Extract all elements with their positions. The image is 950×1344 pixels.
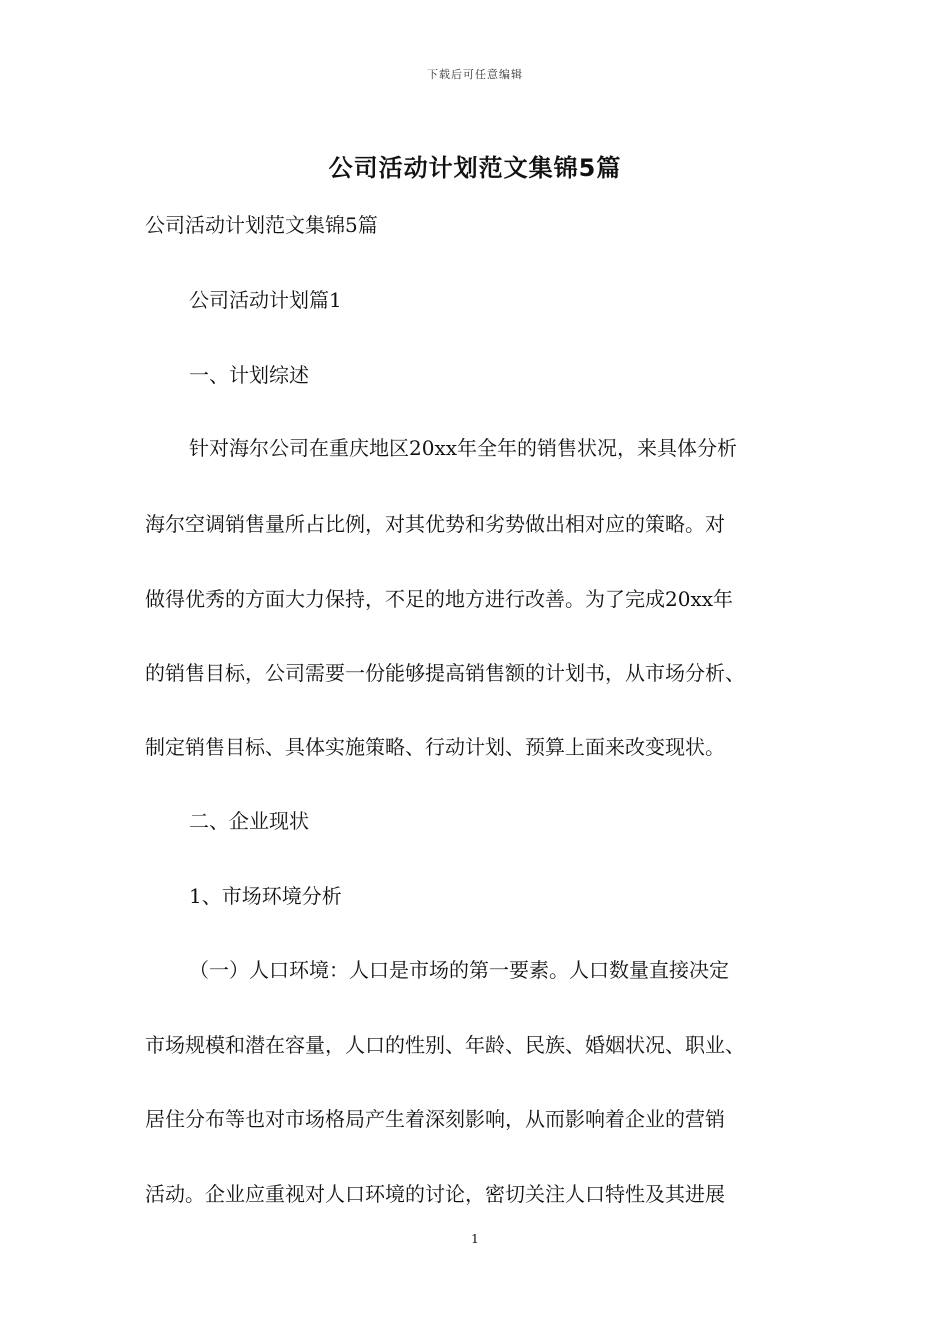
document-subtitle: 公司活动计划范文集锦5篇	[145, 213, 378, 237]
page-number: 1	[471, 1232, 479, 1246]
heading-company-status: 二、企业现状	[189, 809, 309, 833]
paragraph-line: 针对海尔公司在重庆地区20xx年全年的销售状况，来具体分析	[189, 436, 738, 460]
paragraph-line: 市场规模和潜在容量，人口的性别、年龄、民族、婚姻状况、职业、	[145, 1033, 745, 1057]
header-note: 下载后可任意编辑	[427, 68, 523, 81]
paragraph-line: 居住分布等也对市场格局产生着深刻影响，从而影响着企业的营销	[145, 1107, 725, 1131]
paragraph-line: 活动。企业应重视对人口环境的讨论，密切关注人口特性及其进展	[145, 1182, 725, 1206]
paragraph-line: （一）人口环境：人口是市场的第一要素。人口数量直接决定	[189, 958, 729, 982]
paragraph-line: 制定销售目标、具体实施策略、行动计划、预算上面来改变现状。	[145, 735, 725, 759]
heading-market-analysis: 1、市场环境分析	[189, 884, 342, 908]
paragraph-line: 海尔空调销售量所占比例，对其优势和劣势做出相对应的策略。对	[145, 512, 725, 536]
document-title: 公司活动计划范文集锦5篇	[328, 154, 622, 182]
paragraph-line: 的销售目标，公司需要一份能够提高销售额的计划书，从市场分析、	[145, 661, 745, 685]
section-title: 公司活动计划篇1	[189, 288, 342, 312]
paragraph-line: 做得优秀的方面大力保持，不足的地方进行改善。为了完成20xx年	[145, 587, 734, 611]
heading-plan-overview: 一、计划综述	[189, 363, 309, 387]
